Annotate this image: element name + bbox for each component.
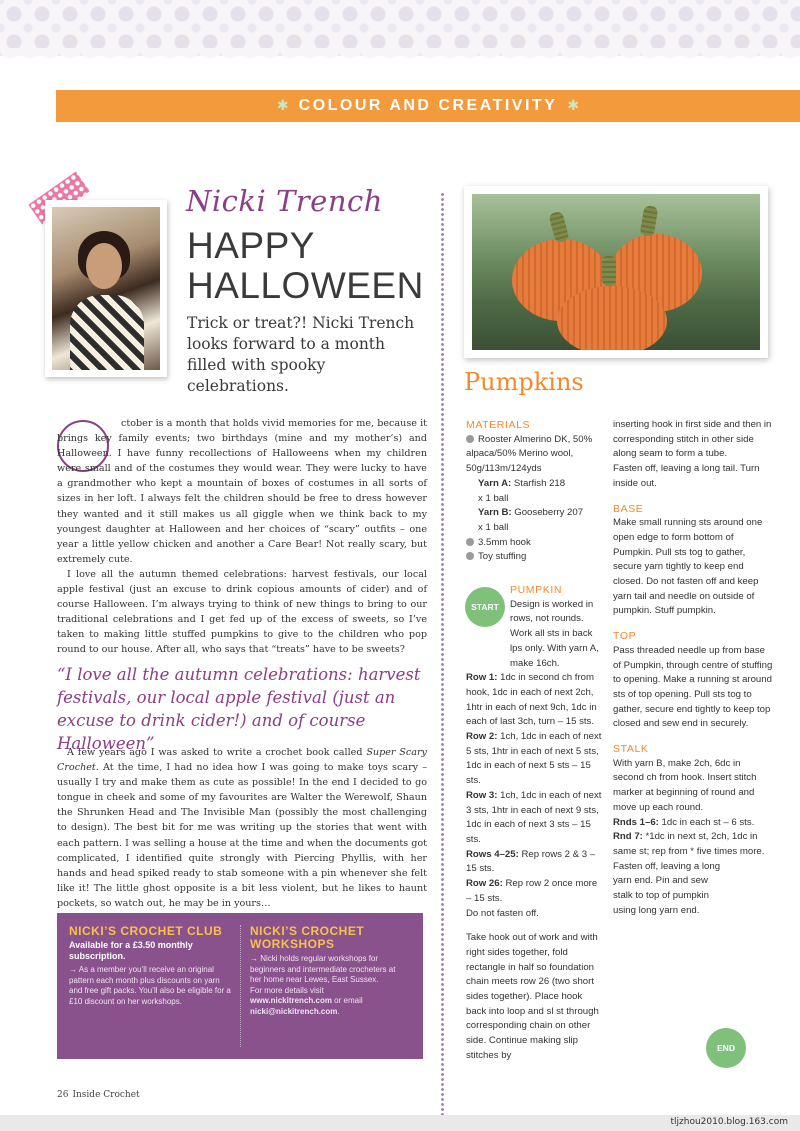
- pattern-column-1: [466, 418, 602, 1064]
- yarn-b: Yarn B: Gooseberry 207: [478, 507, 584, 519]
- yarn-b-qty: x 1 ball: [478, 521, 509, 533]
- club-text: → As a member you’ll receive an original pattern each month plus discounts on yarn and free gift packs. You’ll also be eligible for a £10 discount on her workshops.: [69, 965, 231, 1006]
- star-icon: ✱: [567, 98, 580, 114]
- watermark-bar: [0, 1115, 800, 1131]
- email-link[interactable]: nicki@nickitrench.com: [250, 1006, 338, 1016]
- fasten-off: Fasten off, leaving a long tail. Turn inside out.: [613, 463, 760, 489]
- magazine-name: Inside Crochet: [72, 1090, 140, 1100]
- stalk-heading: STALK: [613, 743, 649, 756]
- crochet-club: [69, 925, 240, 1047]
- pattern-column-2: [613, 418, 773, 919]
- column-divider: [441, 192, 444, 1122]
- workshops-heading: NICKI’S CROCHET WORKSHOPS: [250, 924, 365, 951]
- top-heading: TOP: [613, 630, 637, 643]
- info-box: [57, 913, 423, 1059]
- lace-edge: [0, 48, 800, 60]
- author-photo: [45, 200, 167, 377]
- body-paragraph-2: I love all the autumn themed celebrations: harvest festivals, our local apple festival (just an excuse to drink copious amounts of cider) and of course Halloween. I’m always trying to think of new things to bring to our traditional celebrations and I get fed up of the excess of sweets, so I’ve taken to making little stuffed pumpkins to give to the children who pop round to our house. After all, who says that “treats” have to be sweets?: [57, 569, 427, 656]
- start-badge: START: [465, 587, 505, 627]
- material-item: 3.5mm hook: [466, 536, 602, 551]
- section-banner: [56, 90, 800, 122]
- section-label: COLOUR AND CREATIVITY: [298, 97, 558, 114]
- club-subheading: Available for a £3.50 monthly subscription.: [69, 940, 193, 961]
- base-instructions: Make small running sts around one open edge to form bottom of Pumpkin. Pull sts tog to gather, secure yarn tightly to keep end closed. Do not fasten off and keep yarn tail and needle on outside of pumpkin. Stuff pumpkin.: [613, 517, 763, 617]
- body-paragraph-1: ctober is a month that holds vivid memories for me, because it brings key family events; two birthdays (mine and my mother’s) and Halloween. I have funny recollections of Halloweens when my children were small and of the costumes they would wear. They were lucky to have a grandmother who kept a mountain of boxes of costumes in all sorts of sizes in her loft. I always felt the children should be free to dress however they wanted and it still makes us all giggle when we think back to my youngest daughter at Halloween and her choices of “scary” outfits – one year a little yellow chicken and another a Care Bear! Not really scary, but extremely cute.: [57, 418, 427, 565]
- stalk-finish: Fasten off, leaving a long yarn end. Pin and sew stalk to top of pumpkin using long yarn end.: [613, 860, 721, 916]
- row-1: Row 1: 1dc in second ch from hook, 1dc in each of next 2ch, 1htr in each of next 9ch, 1dc in each of last 3ch, turn – 15 sts.: [466, 672, 597, 728]
- rnd-7: Rnd 7: *1dc in next st, 2ch, 1dc in same st; rep from * five times more.: [613, 831, 765, 857]
- standfirst: Trick or treat?! Nicki Trench looks forward to a month filled with spooky celebrations.: [187, 314, 415, 395]
- body-paragraph-3: A few years ago I was asked to write a crochet book called Super Scary Crochet. At the time, I had no idea how I was going to make toys scary – usually I try and make them as cute as possible! In the end I decided to go tongue in cheek and some of my favourites are Walter the Werewolf, Shaun the Shrunken Head and The Invisible Man (possibly the most challenging to design). The best bit for me was writing up the stories that went with each pattern. I was selling a house at the time and when the documents got complicated, I identified quite strongly with Piercing Phyllis, with her hands and head spiked ready to stab someone with a pin whenever she felt like it! The little ghost opposite is a bit less violent, but he likes to haunt pockets, so watch out, he may be in yours…: [57, 747, 427, 909]
- star-icon: ✱: [276, 98, 289, 114]
- rows-4-25: Rows 4–25: Rep rows 2 & 3 – 15 sts.: [466, 848, 596, 875]
- stalk-instructions: With yarn B, make 2ch, 6dc in second ch from hook. Insert stitch marker at beginning of round and move up each round.: [613, 757, 757, 813]
- pattern-title: Pumpkins: [464, 368, 584, 396]
- material-item: Toy stuffing: [466, 550, 602, 565]
- base-heading: BASE: [613, 502, 644, 515]
- club-heading: NICKI’S CROCHET CLUB: [69, 924, 223, 938]
- page-footer: [57, 1090, 140, 1100]
- workshops-contact: For more details visit www.nickitrench.com or email nicki@nickitrench.com.: [250, 985, 363, 1016]
- row-3: Row 3: 1ch, 1dc in each of next 3 sts, 1htr in each of next 9 sts, 1dc in each of next 3 sts – 15 sts.: [466, 789, 602, 845]
- page-number: 26: [57, 1090, 69, 1100]
- row-2: Row 2: 1ch, 1dc in each of next 5 sts, 1htr in each of next 5 sts, 1dc in each of next 5 sts – 15 sts.: [466, 731, 602, 787]
- crochet-workshops: [240, 925, 411, 1047]
- material-item: Rooster Almerino DK, 50% alpaca/50% Merino wool, 50g/113m/124yds: [466, 433, 593, 475]
- page-title: HAPPY HALLOWEEN: [187, 225, 424, 306]
- author-name: Nicki Trench: [186, 184, 383, 218]
- pumpkin-heading: PUMPKIN: [510, 584, 563, 597]
- workshops-text: → Nicki holds regular workshops for beginners and intermediate crocheters at her home near Lewes, East Sussex.: [250, 954, 396, 984]
- row-26-note: Do not fasten off.: [466, 907, 539, 919]
- watermark-text: tljzhou2010.blog.163.com: [670, 1117, 788, 1127]
- materials-heading: MATERIALS: [466, 419, 531, 431]
- join-instructions: Take hook out of work and with right sides together, fold rectangle in half so foundation chain meets row 26 (two short sides together). Place hook back into loop and sl st through corresponding chain on other side. Continue making slip stitches by: [466, 932, 599, 1061]
- rnds-1-6: Rnds 1–6: 1dc in each st – 6 sts.: [613, 816, 755, 828]
- website-link[interactable]: www.nickitrench.com: [250, 996, 332, 1005]
- yarn-a-qty: x 1 ball: [478, 492, 509, 504]
- pull-quote: “I love all the autumn celebrations: harvest festivals, our local apple festival (just an excuse to drink cider!) and of course Halloween”: [57, 665, 421, 753]
- pumpkin-intro: Design is worked in rows, not rounds. Work all sts in back lps only. With yarn A, make 16ch.: [510, 598, 599, 669]
- yarn-a: Yarn A: Starfish 218: [478, 477, 566, 489]
- pumpkins-photo: [464, 186, 768, 358]
- end-badge: END: [706, 1028, 746, 1068]
- row-26: Row 26: Rep row 2 once more – 15 sts.: [466, 878, 598, 904]
- top-instructions: Pass threaded needle up from base of Pumpkin, through centre of stuffing to opening. Make a running st around sts of top opening. Pull sts tog to gather, secure end tightly to keep top closed and sew end in securely.: [613, 644, 773, 730]
- join-continued: inserting hook in first side and then in corresponding stitch in other side along seam to form a tube.: [613, 419, 772, 460]
